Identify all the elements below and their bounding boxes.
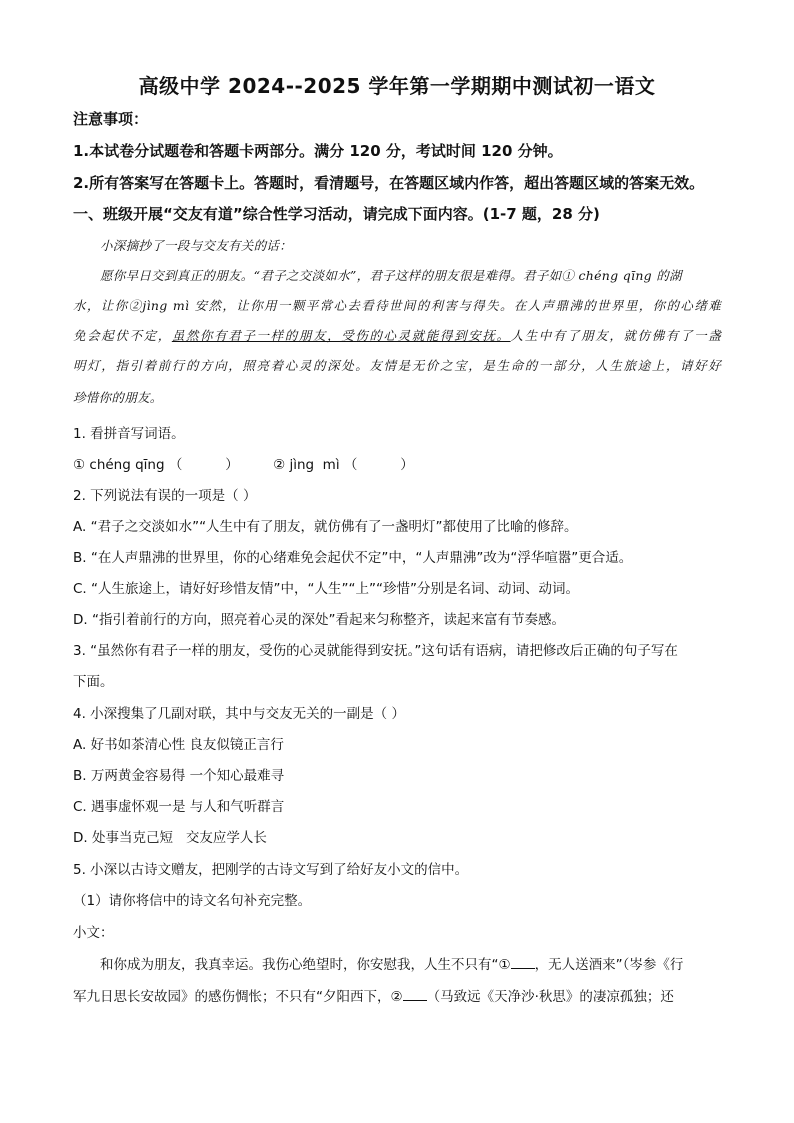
question-4-option-b: B. 万两黄金容易得 一个知心最难寻 [73, 768, 285, 784]
notice-heading: 注意事项： [73, 110, 149, 128]
notice-item-1: 1.本试卷分试题卷和答题卡两部分。满分 120 分，考试时间 120 分钟。 [73, 142, 563, 160]
faulty-sentence: 虽然你有君子一样的朋友，受伤的心灵就能得到安抚。 [171, 328, 511, 343]
question-2: 2. 下列说法有误的一项是（ ） [73, 488, 257, 504]
question-4-option-a: A. 好书如茶清心性 良友似镜正言行 [73, 737, 284, 753]
section-heading-1: 一、班级开展“交友有道”综合性学习活动，请完成下面内容。(1-7 题，28 分) [73, 205, 600, 223]
question-5: 5. 小深以古诗文赠友，把刚学的古诗文写到了给好友小文的信中。 [73, 862, 469, 878]
notice-item-2: 2.所有答案写在答题卡上。答题时，看清题号，在答题区域内作答，超出答题区域的答案无效。 [73, 174, 705, 192]
letter-line-2-start: 军九日思长安故园》的感伤惆怅；不只有“夕阳西下，② [73, 989, 403, 1005]
passage-intro: 小深摘抄了一段与交友有关的话： [100, 238, 293, 253]
question-2-option-d: D. “指引着前行的方向，照亮着心灵的深处”看起来匀称整齐，读起来富有节奏感。 [73, 612, 565, 628]
question-3-line-1: 3. “虽然你有君子一样的朋友，受伤的心灵就能得到安抚。”这句话有语病，请把修改后正确的句子写在 [73, 643, 678, 659]
letter-line-2 [73, 985, 674, 1005]
question-4: 4. 小深搜集了几副对联，其中与交友无关的一副是（ ） [73, 706, 405, 722]
exam-title: 高级中学 2024--2025 学年第一学期期中测试初一语文 [138, 74, 656, 98]
question-3-line-2: 下面。 [73, 674, 114, 690]
passage-line-2: 水，让你②jìng mì 安然，让你用一颗平常心去看待世间的利害与得失。在人声鼎沸的世界里，你的心绪难 [73, 298, 721, 313]
passage-line-1: 愿你早日交到真正的朋友。“君子之交淡如水”，君子这样的朋友很是难得。君子如① chéng qīng 的湖 [100, 268, 682, 283]
letter-line-1 [100, 953, 683, 973]
question-1: 1. 看拼音写词语。 [73, 426, 185, 442]
letter-salutation: 小文： [73, 925, 114, 941]
question-2-option-c: C. “人生旅途上，请好好珍惜友情”中，“人生”“上”“珍惜”分别是名词、动词、动词。 [73, 581, 579, 597]
passage-line-3-end: 人生中有了朋友，就仿佛有了一盏 [510, 328, 721, 343]
letter-line-1-end: ，无人送酒来”（岑参《行 [534, 957, 684, 973]
question-4-option-d: D. 处事当克己短 交友应学人长 [73, 830, 267, 846]
question-1-items: ① chéng qīng （ ） ② jìng mì （ ） [73, 457, 414, 473]
passage-line-3-start: 免会起伏不定， [73, 328, 172, 343]
question-5-part-1: （1）请你将信中的诗文名句补充完整。 [73, 893, 312, 909]
passage-line-4: 明灯，指引着前行的方向，照亮着心灵的深处。友情是无价之宝，是生命的一部分，人生旅途上，请好好 [73, 358, 721, 373]
letter-line-2-end: （马致远《天净沙·秋思》的凄凉孤独；还 [426, 989, 674, 1005]
answer-blank-2[interactable] [403, 988, 427, 1001]
answer-blank-1[interactable] [511, 956, 535, 969]
question-4-option-c: C. 遇事虚怀观一是 与人和气听群言 [73, 799, 285, 815]
question-2-option-a: A. “君子之交淡如水”“人生中有了朋友，就仿佛有了一盏明灯”都使用了比喻的修辞。 [73, 519, 578, 535]
passage-line-3 [73, 326, 721, 344]
passage-line-5: 珍惜你的朋友。 [73, 390, 163, 405]
question-2-option-b: B. “在人声鼎沸的世界里，你的心绪难免会起伏不定”中，“人声鼎沸”改为“浮华喧嚣”更合适。 [73, 550, 633, 566]
letter-line-1-start: 和你成为朋友，我真幸运。我伤心绝望时，你安慰我，人生不只有“① [100, 957, 511, 973]
